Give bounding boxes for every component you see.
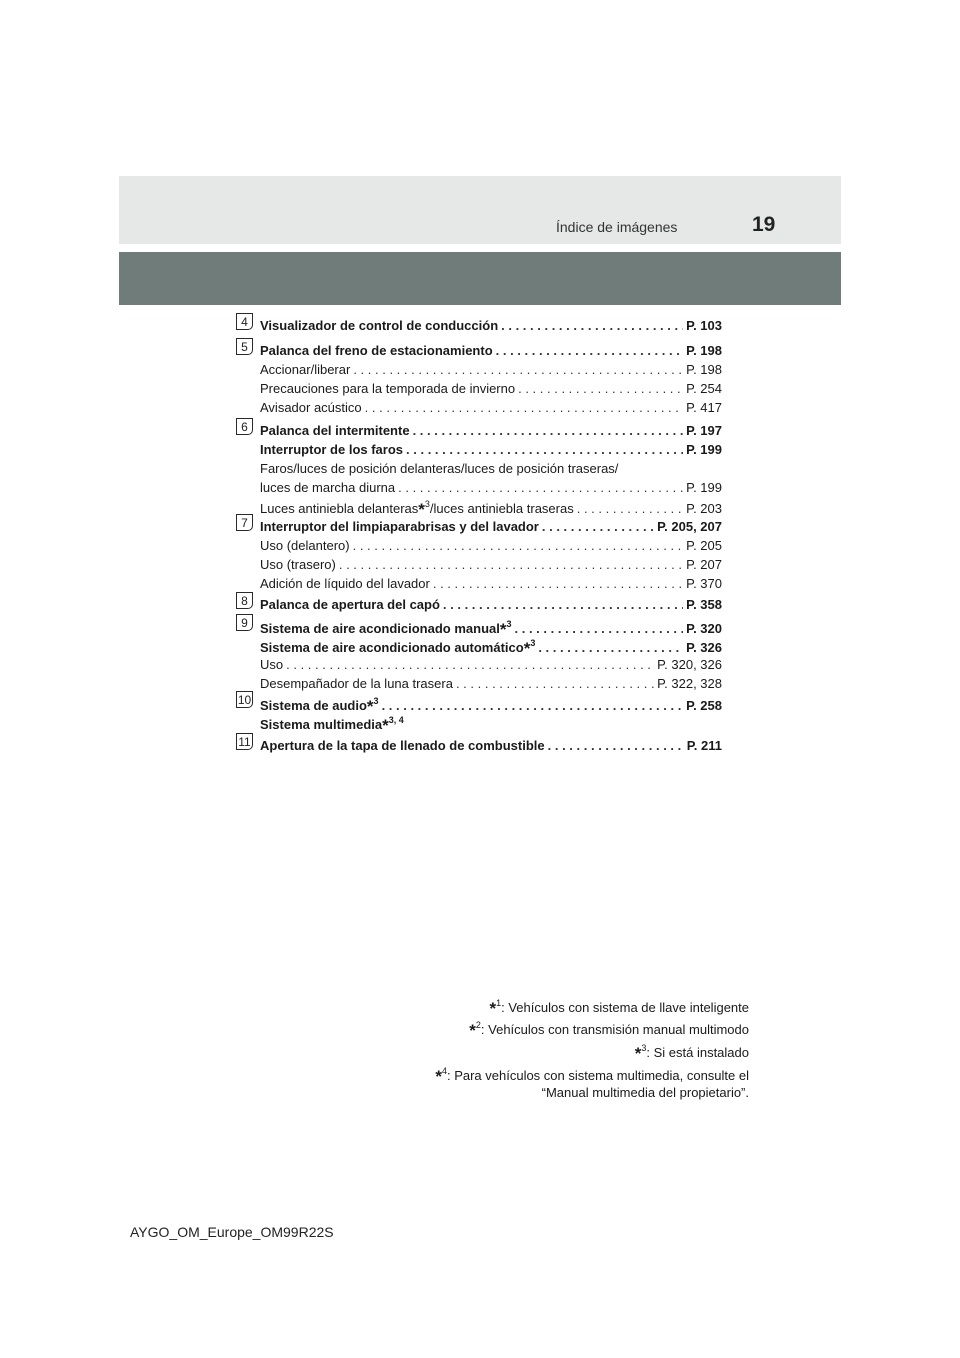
- footnote-ref: 3: [506, 619, 512, 629]
- entry-label: Uso (delantero): [260, 538, 350, 553]
- leader-dots: [518, 381, 683, 396]
- leader-dots: [286, 657, 654, 672]
- entry-label: Interruptor del limpiaparabrisas y del lavador: [260, 519, 539, 534]
- entry-label: [260, 619, 512, 640]
- footnote-text: : Vehículos con transmisión manual multimodo: [480, 1022, 749, 1037]
- leader-dots: [542, 519, 654, 534]
- entry-label: Palanca de apertura del capó: [260, 597, 440, 612]
- page-ref[interactable]: P. 198: [686, 362, 722, 377]
- leader-dots: [413, 423, 684, 438]
- section-number-10: 10: [237, 693, 252, 707]
- entry-label: Apertura de la tapa de llenado de combustible: [260, 738, 545, 753]
- section-number-11: 11: [236, 733, 253, 750]
- index-entry[interactable]: [260, 318, 722, 337]
- footnote-ref: 3: [424, 499, 430, 509]
- index-entry[interactable]: [260, 676, 722, 695]
- index-entry[interactable]: [260, 442, 722, 461]
- asterisk-mark: *: [634, 1044, 642, 1063]
- footnote-4-continued: “Manual multimedia del propietario”.: [541, 1085, 749, 1100]
- entry-label: Avisador acústico: [260, 400, 362, 415]
- page-ref[interactable]: P. 370: [686, 576, 722, 591]
- page-ref[interactable]: P. 211: [686, 738, 722, 753]
- entry-label: Visualizador de control de conducción: [260, 318, 499, 333]
- footnote-ref: 3: [530, 638, 536, 648]
- footnote-number: 4: [441, 1066, 447, 1076]
- leader-dots: [496, 343, 683, 358]
- index-entry[interactable]: [260, 557, 722, 576]
- leader-dots: [339, 557, 683, 572]
- page-ref[interactable]: P. 320, 326: [657, 657, 722, 672]
- entry-label: Uso (trasero): [260, 557, 336, 572]
- page-ref[interactable]: P. 199: [686, 480, 722, 495]
- asterisk-mark: *: [435, 1067, 442, 1086]
- footnote-text: : Para vehículos con sistema multimedia, consulte el: [446, 1068, 749, 1083]
- footnote-3: [635, 1043, 749, 1064]
- entry-label: Precauciones para la temporada de invierno: [260, 381, 516, 396]
- index-entry[interactable]: [260, 638, 722, 657]
- header-band: [119, 176, 841, 244]
- section-number-4: 4: [236, 313, 253, 330]
- page-ref[interactable]: P. 322, 328: [657, 676, 722, 691]
- leader-dots: [538, 640, 683, 655]
- index-entry[interactable]: [260, 519, 722, 538]
- label-part: Sistema multimedia: [260, 717, 383, 732]
- footnote-4: [435, 1066, 749, 1087]
- index-entry[interactable]: [260, 499, 722, 518]
- leader-dots: [433, 576, 683, 591]
- footnote-ref: 3: [373, 696, 379, 706]
- index-entry[interactable]: [260, 400, 722, 419]
- footnote-2: [469, 1020, 749, 1041]
- entry-label: Accionar/liberar: [260, 362, 351, 377]
- entry-label: Palanca del freno de estacionamiento: [260, 343, 493, 358]
- page-ref[interactable]: P. 205: [686, 538, 722, 553]
- page-ref[interactable]: P. 258: [686, 698, 722, 713]
- index-entry[interactable]: [260, 619, 722, 638]
- entry-label: Uso: [260, 657, 284, 672]
- leader-dots: [382, 698, 684, 713]
- leader-dots: [365, 400, 683, 415]
- entry-label: [260, 638, 535, 659]
- asterisk-mark: *: [523, 639, 531, 658]
- index-entry[interactable]: [260, 738, 722, 757]
- index-entry[interactable]: [260, 696, 722, 715]
- leader-dots: [548, 738, 684, 753]
- leader-dots: [353, 538, 683, 553]
- index-entry[interactable]: [260, 423, 722, 442]
- leader-dots: [353, 362, 683, 377]
- section-number-5: 5: [236, 338, 253, 355]
- section-title: Índice de imágenes: [556, 219, 678, 235]
- label-part: /luces antiniebla traseras: [429, 501, 574, 516]
- index-entry[interactable]: [260, 362, 722, 381]
- entry-label: Desempañador de la luna trasera: [260, 676, 453, 691]
- index-entry[interactable]: [260, 538, 722, 557]
- page-ref[interactable]: P. 197: [686, 423, 722, 438]
- label-part: Sistema de audio: [260, 698, 367, 713]
- header-dark-band: [119, 252, 841, 305]
- leader-dots: [406, 442, 683, 457]
- section-number-9: 9: [236, 614, 253, 631]
- page-number: 19: [752, 213, 776, 236]
- leader-dots: [456, 676, 654, 691]
- footnote-1: [489, 998, 749, 1019]
- page-ref[interactable]: P. 205, 207: [657, 519, 722, 534]
- section-number-8: 8: [236, 592, 253, 609]
- page-ref[interactable]: P. 198: [686, 343, 722, 358]
- entry-label: luces de marcha diurna: [260, 480, 396, 495]
- page-ref[interactable]: P. 254: [686, 381, 722, 396]
- label-part: Sistema de aire acondicionado automático: [260, 640, 524, 655]
- footnote-text: : Si está instalado: [646, 1045, 749, 1060]
- page-ref[interactable]: P. 207: [686, 557, 722, 572]
- entry-label-line: Faros/luces de posición delanteras/luces de posición traseras/: [260, 461, 619, 476]
- label-part: Luces antiniebla delanteras: [260, 501, 419, 516]
- page-ref[interactable]: P. 358: [686, 597, 722, 612]
- page-ref[interactable]: P. 320: [686, 621, 722, 636]
- page-ref[interactable]: P. 199: [686, 442, 722, 457]
- leader-dots: [398, 480, 683, 495]
- footnote-number: 1: [496, 998, 502, 1008]
- index-entry[interactable]: [260, 657, 722, 676]
- label-part: Sistema de aire acondicionado manual: [260, 621, 500, 636]
- leader-dots: [443, 597, 683, 612]
- page-ref[interactable]: P. 326: [686, 640, 722, 655]
- page-ref[interactable]: P. 103: [686, 318, 722, 333]
- entry-label: [260, 499, 574, 520]
- index-entry[interactable]: [260, 576, 722, 595]
- entry-label: Adición de líquido del lavador: [260, 576, 430, 591]
- section-number-7: 7: [236, 514, 253, 531]
- index-entry[interactable]: [260, 597, 722, 616]
- index-entry[interactable]: [260, 715, 404, 736]
- entry-label: Interruptor de los faros: [260, 442, 404, 457]
- asterisk-mark: *: [366, 697, 374, 716]
- asterisk-mark: *: [489, 999, 497, 1018]
- section-number-6: 6: [236, 418, 253, 435]
- asterisk-mark: *: [382, 716, 389, 735]
- asterisk-mark: *: [469, 1021, 476, 1040]
- asterisk-mark: *: [499, 620, 507, 639]
- document-id: AYGO_OM_Europe_OM99R22S: [130, 1224, 334, 1240]
- index-entry[interactable]: [260, 343, 722, 362]
- entry-label: Palanca del intermitente: [260, 423, 410, 438]
- entry-label: [260, 696, 379, 717]
- leader-dots: [501, 318, 683, 333]
- page-ref[interactable]: P. 203: [686, 501, 722, 516]
- footnote-text: : Vehículos con sistema de llave inteligente: [501, 1000, 749, 1015]
- leader-dots: [577, 501, 683, 516]
- footnote-number: 3: [641, 1043, 647, 1053]
- asterisk-mark: *: [418, 500, 425, 519]
- footnote-number: 2: [475, 1020, 481, 1030]
- footnote-ref: 3, 4: [388, 715, 404, 725]
- index-entry[interactable]: [260, 480, 722, 499]
- page-ref[interactable]: P. 417: [686, 400, 722, 415]
- index-entry[interactable]: [260, 381, 722, 400]
- leader-dots: [515, 621, 684, 636]
